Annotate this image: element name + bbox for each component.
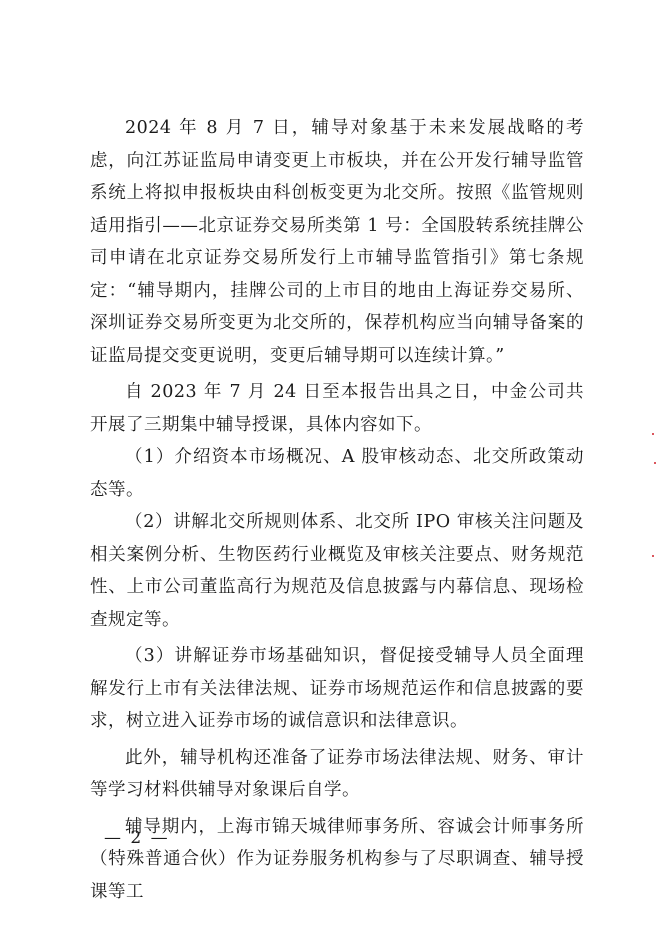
paragraph-self-study: 此外，辅导机构还准备了证券市场法律法规、财务、审计等学习材料供辅导对象课后自学。 bbox=[90, 747, 584, 800]
page-number: — 2 — bbox=[104, 828, 170, 848]
paragraph-service-agencies: 辅导期内，上海市锦天城律师事务所、容诚会计师事务所（特殊普通合伙）作为证券服务机构参与了尽职调查、辅导授课等工 bbox=[90, 816, 584, 902]
edge-mark bbox=[654, 462, 656, 464]
paragraph-training-intro: 自 2023 年 7 月 24 日至本报告出具之日，中金公司共开展了三期集中辅导授课，具体内容如下。 bbox=[90, 382, 584, 435]
paragraph-item-2: （2）讲解北交所规则体系、北交所 IPO 审核关注问题及相关案例分析、生物医药行业概览及审核关注要点、财务规范性、上市公司董监高行为规范及信息披露与内幕信息、现场检查规定等。 bbox=[90, 512, 584, 630]
edge-mark bbox=[652, 555, 654, 557]
paragraph-item-1: （1）介绍资本市场概况、A 股审核动态、北交所政策动态等。 bbox=[90, 447, 584, 500]
paragraph-board-change: 2024 年 8 月 7 日，辅导对象基于未来发展战略的考虑，向江苏证监局申请变更上市板块，并在公开发行辅导监管系统上将拟申报板块由科创板变更为北交所。按照《监管规则适用指引——北京证券交易所类第 1 号：全国股转系统挂牌公司申请在北京证券交易所发行上市辅导监管指引》第七条规定：“辅导期内，挂牌公司的上市目的地由上海证券交易所、深圳证券交易所变更为北交所的，保荐机构应当向辅导备案的证监局提交变更说明，变更后辅导期可以连续计算。” bbox=[90, 118, 584, 366]
body-text bbox=[90, 112, 584, 908]
paragraph-item-3: （3）讲解证券市场基础知识，督促接受辅导人员全面理解发行上市有关法律法规、证券市场规范运作和信息披露的要求，树立进入证券市场的诚信意识和法律意识。 bbox=[90, 646, 584, 731]
edge-mark bbox=[652, 433, 654, 435]
